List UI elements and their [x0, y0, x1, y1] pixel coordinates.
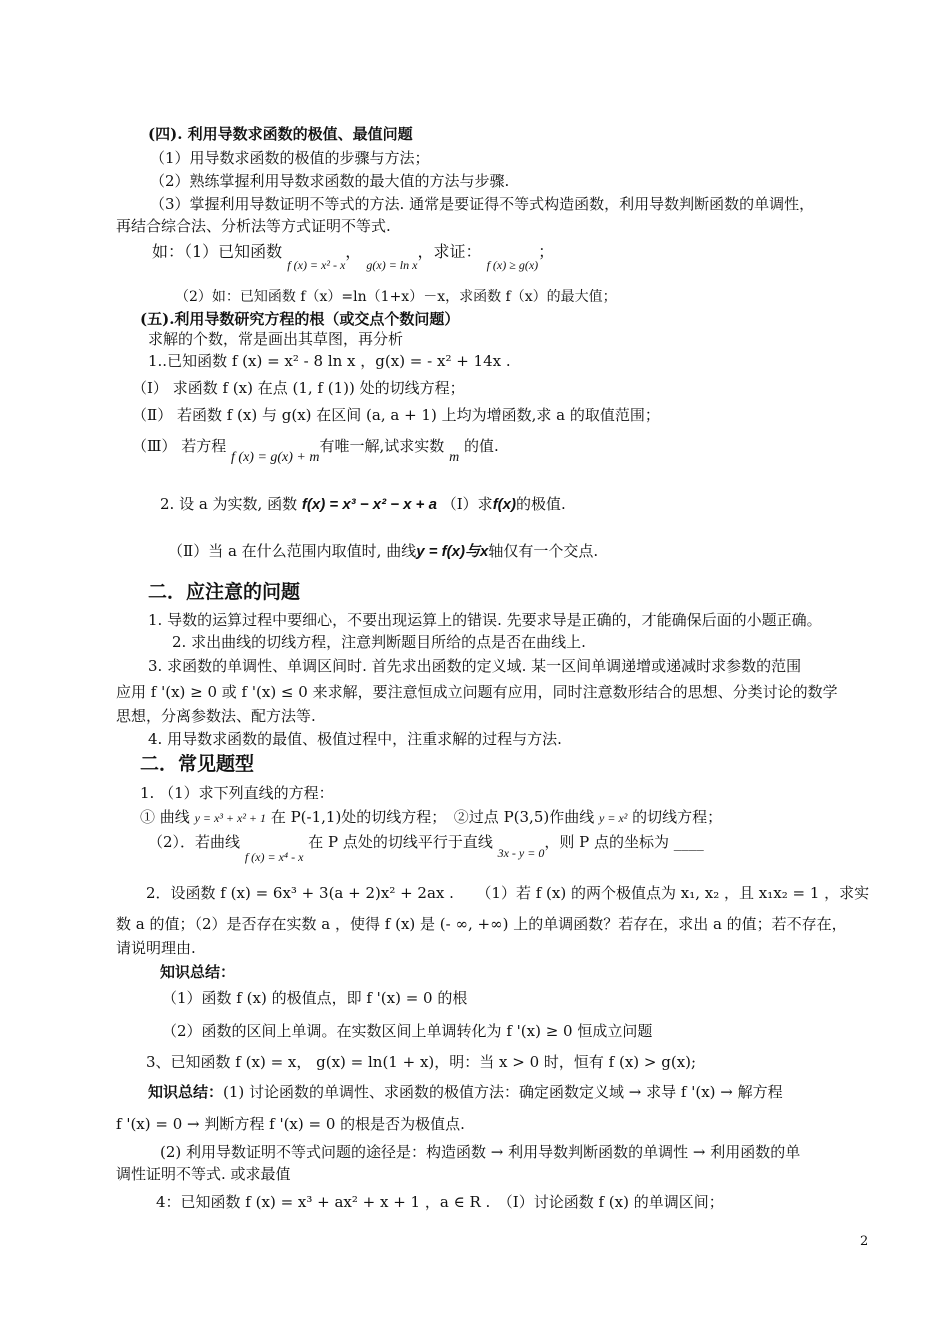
section-5-heading: (五).利用导数研究方程的根（或交点个数问题）	[140, 310, 460, 328]
type-1-part-b-end: ，则 P 点的坐标为 ____	[544, 833, 704, 851]
question-2-function: f(x) = x³ − x² − x + a	[301, 496, 437, 513]
section-5-intro: 求解的个数，常是画出其草图，再分析	[148, 330, 404, 348]
knowledge-3	[148, 1082, 783, 1102]
question-2-end: 的极值.	[516, 495, 566, 513]
type-1-part-a	[140, 807, 722, 828]
note-1: 1. 导数的运算过程中要细心，不要出现运算上的错误. 先要求导是正确的，才能确保后面的小题正确。	[148, 611, 822, 629]
page-number: 2	[860, 1234, 869, 1249]
example-2: （2）如：已知函数 f（x）=ln（1+x）－x，求函数 f（x）的最大值；	[175, 289, 617, 305]
type-3: 3、已知函数 f (x) = x， g(x) = ln(1 + x)，明：当 x > 0 时，恒有 f (x) > g(x);	[146, 1053, 697, 1071]
type-2: 2．设函数 f (x) = 6x³ + 3(a + 2)x² + 2ax . （1）若 f (x) 的两个极值点为 x₁, x₂ ，且 x₁x₂ = 1 ，求实	[146, 884, 870, 902]
section-4-point-3-cont: 再结合综合法、分析法等方式证明不等式.	[116, 217, 391, 235]
question-2-fx: f(x)	[492, 496, 517, 513]
type-4: 4：已知函数 f (x) = x³ + ax² + x + 1 ，a ∈ R . （I）讨论函数 f (x) 的单调区间；	[156, 1193, 724, 1211]
section-4-point-2: （2）熟练掌握利用导数求函数的最大值的方法与步骤.	[150, 172, 510, 190]
note-3: 3. 求函数的单调性、单调区间时. 首先求出函数的定义域. 某一区间单调递增或递减时求参数的范围	[148, 657, 802, 675]
example-1-prefix: 如：（1）已知函数	[152, 242, 283, 261]
types-heading: 二．常见题型	[140, 753, 255, 775]
question-1-part-iii-mid: 有唯一解,试求实数	[319, 437, 445, 455]
question-2-part-ii-end: 轴仅有一个交点.	[488, 542, 599, 560]
knowledge-2: （2）函数的区间上单调。在实数区间上单调转化为 f '(x) ≥ 0 恒成立问题	[162, 1022, 653, 1040]
knowledge-3-label: 知识总结：	[148, 1083, 224, 1101]
question-1-part-ii: （Ⅱ） 若函数 f (x) 与 g(x) 在区间 (a, a + 1) 上均为增函数,求 a 的取值范围；	[132, 406, 660, 424]
type-1-part-a-prefix: ① 曲线	[140, 808, 190, 826]
question-2-part-ii	[168, 541, 598, 562]
type-1-part-b	[148, 832, 704, 864]
knowledge-4-cont: 调性证明不等式. 或求最值	[116, 1165, 291, 1183]
note-3-cont-2: 思想，分离参数法、配方法等.	[116, 707, 316, 725]
section-4-point-3: （3）掌握利用导数证明不等式的方法. 通常是要证得不等式构造函数，利用导数判断函数的单调性，	[150, 195, 815, 213]
note-3-cont: 应用 f '(x) ≥ 0 或 f '(x) ≤ 0 来求解，要注意恒成立问题有应用，同时注意数形结合的思想、分类讨论的数学	[116, 683, 838, 701]
type-1: 1. （1）求下列直线的方程：	[140, 784, 334, 802]
example-1-g: g(x) = ln x	[366, 258, 418, 272]
type-1-part-b-line: 3x - y = 0	[497, 846, 545, 860]
question-2-prefix: 2. 设 a 为实数, 函数	[160, 495, 298, 513]
type-2-cont: 数 a 的值；（2）是否存在实数 a ，使得 f (x) 是 (- ∞, +∞) 上的单调函数？若存在，求出 a 的值；若不存在，	[116, 915, 847, 933]
example-1-comma: ，	[345, 242, 362, 261]
section-4-point-1: （1）用导数求函数的极值的步骤与方法；	[150, 149, 430, 167]
knowledge-summary-heading: 知识总结：	[160, 963, 236, 981]
question-1-part-iii	[132, 436, 499, 465]
type-2-cont-2: 请说明理由.	[116, 939, 196, 957]
question-1: 1..已知函数 f (x) = x² - 8 ln x ，g(x) = - x² + 14x .	[148, 352, 511, 370]
question-2-part-i: （Ⅰ）求	[441, 495, 493, 513]
example-1-prove: ，求证：	[417, 242, 482, 261]
knowledge-4: (2) 利用导数证明不等式问题的途径是：构造函数 → 利用导数判断函数的单调性 → 利用函数的单	[160, 1143, 801, 1161]
notes-heading: 二．应注意的问题	[148, 581, 301, 603]
example-1-end: ；	[538, 242, 555, 261]
knowledge-3-cont: f '(x) = 0 → 判断方程 f '(x) = 0 的根是否为极值点.	[116, 1115, 465, 1133]
type-1-part-a-end: 的切线方程；	[632, 808, 723, 826]
note-2: 2. 求出曲线的切线方程，注意判断题目所给的点是否在曲线上.	[172, 633, 586, 651]
example-1-f: f (x) = x² - x	[287, 258, 346, 272]
knowledge-3-text: (1) 讨论函数的单调性、求函数的极值方法：确定函数定义域 → 求导 f '(x) → 解方程	[223, 1083, 783, 1101]
type-1-part-b-mid: 在 P 点处的切线平行于直线	[308, 833, 493, 851]
question-2-part-ii-prefix: （Ⅱ）当 a 在什么范围内取值时, 曲线	[168, 542, 417, 560]
example-1-inequality: f (x) ≥ g(x)	[486, 258, 539, 272]
type-1-part-a-curve: y = x³ + x² + 1	[194, 811, 267, 825]
question-1-part-iii-equation: f (x) = g(x) + m	[231, 450, 320, 465]
section-4-heading: (四). 利用导数求函数的极值、最值问题	[148, 125, 413, 143]
question-1-part-iii-end: 的值.	[463, 437, 499, 455]
question-2-part-ii-curve: y = f(x)与x	[416, 543, 489, 560]
knowledge-1: （1）函数 f (x) 的极值点，即 f '(x) = 0 的根	[162, 989, 468, 1007]
question-1-part-i: （Ⅰ） 求函数 f (x) 在点 (1, f (1)) 处的切线方程；	[132, 379, 465, 397]
type-1-part-a-curve-2: y = x²	[599, 811, 628, 825]
type-1-part-b-prefix: （2）．若曲线	[148, 833, 241, 851]
question-1-part-iii-m: m	[449, 450, 460, 465]
question-1-part-iii-prefix: （Ⅲ） 若方程	[132, 437, 227, 455]
type-1-part-b-curve: f (x) = x⁴ - x	[244, 850, 304, 864]
type-1-part-a-mid: 在 P(-1,1)处的切线方程； ②过点 P(3,5)作曲线	[270, 808, 595, 826]
question-2	[160, 494, 566, 515]
note-4: 4. 用导数求函数的最值、极值过程中，注重求解的过程与方法.	[148, 730, 562, 748]
